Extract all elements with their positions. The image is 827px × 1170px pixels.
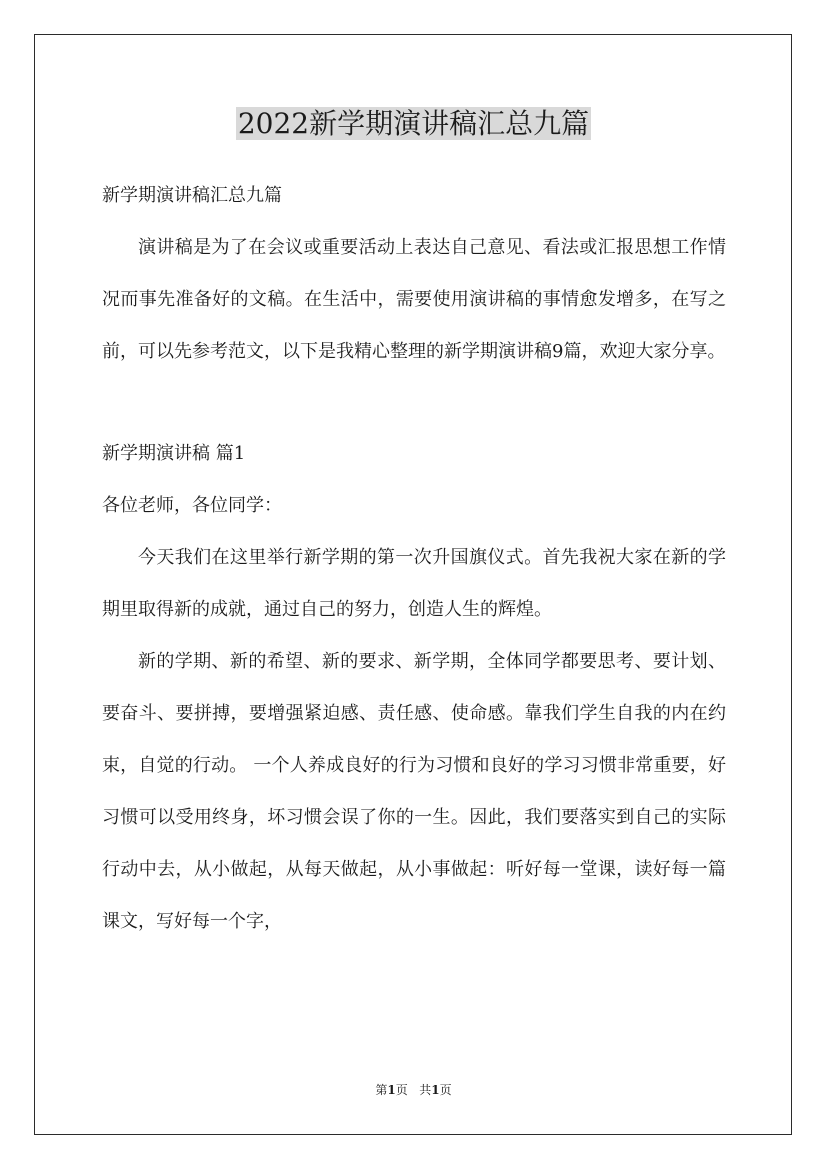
- document-title: [0, 104, 827, 144]
- document-body: [102, 170, 726, 948]
- document-title-text: 2022新学期演讲稿汇总九篇: [237, 107, 590, 140]
- document-subtitle: 新学期演讲稿汇总九篇: [102, 185, 282, 206]
- page-total: 共1页: [419, 1083, 452, 1097]
- section-spacer: [102, 378, 726, 428]
- section-heading: 新学期演讲稿 篇1: [102, 443, 246, 464]
- greeting-line: 各位老师，各位同学：: [102, 495, 282, 516]
- body-paragraph-2: 新的学期、新的希望、新的要求、新学期，全体同学都要思考、要计划、要奋斗、要拼搏，要增强紧迫感、责任感、使命感。靠我们学生自我的内在约束，自觉的行动。 一个人养成良好的行为习惯和良好的学习习惯非常重要，好习惯可以受用终身，坏习惯会误了你的一生。因此，我们要落实到自己的实际行动中去，从小做起，从每天做起，从小事做起：听好每一堂课，读好每一篇课文，写好每一个字，: [102, 651, 726, 932]
- page-footer: [0, 1082, 827, 1098]
- body-paragraph-1: 今天我们在这里举行新学期的第一次升国旗仪式。首先我祝大家在新的学期里取得新的成就，通过自己的努力，创造人生的辉煌。: [102, 547, 726, 620]
- page-number: 第1页: [375, 1083, 408, 1097]
- intro-paragraph: 演讲稿是为了在会议或重要活动上表达自己意见、看法或汇报思想工作情况而事先准备好的文稿。在生活中，需要使用演讲稿的事情愈发增多，在写之前，可以先参考范文，以下是我精心整理的新学期演讲稿9篇，欢迎大家分享。: [102, 237, 726, 362]
